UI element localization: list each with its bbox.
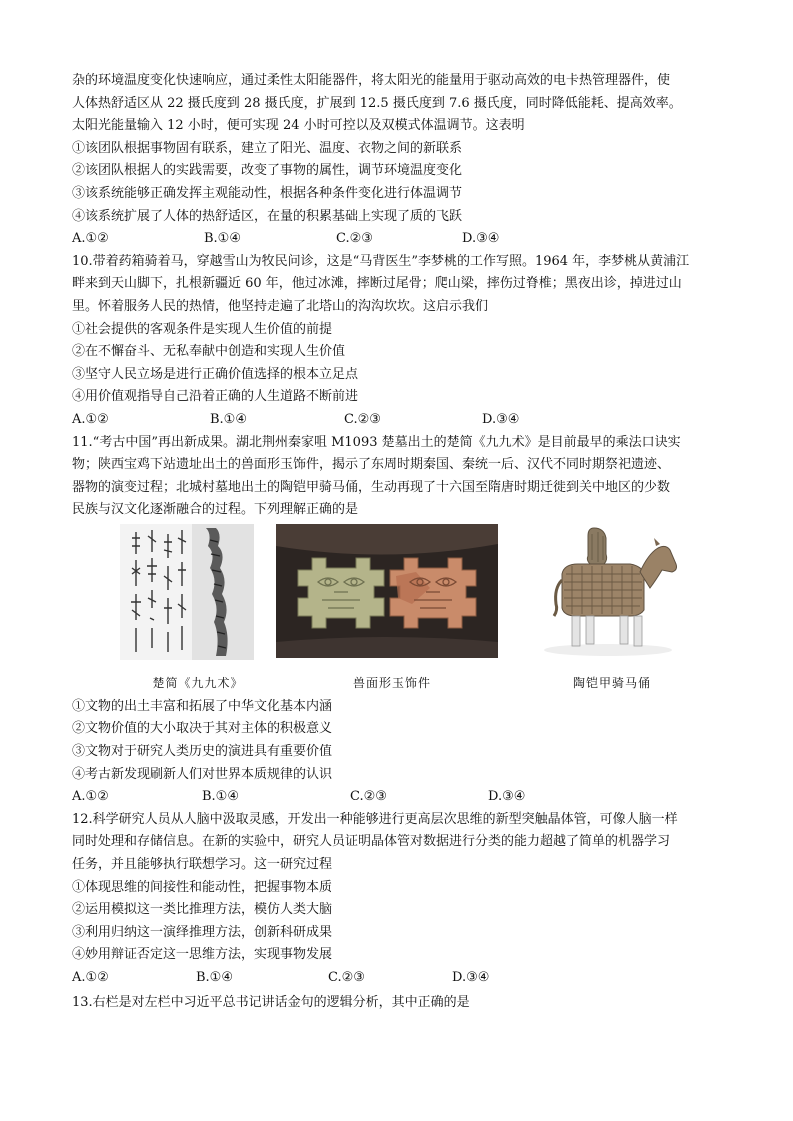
statement-item: ④该系统扩展了人体的热舒适区，在量的积累基础上实现了质的飞跃 xyxy=(72,208,463,224)
statement-item: ③文物对于研究人类历史的演进具有重要价值 xyxy=(72,744,333,760)
figure-caption: 兽面形玉饰件 xyxy=(352,675,431,690)
statement-item: ①社会提供的客观条件是实现人生价值的前提 xyxy=(72,321,333,337)
option-b: B.①④ xyxy=(202,789,239,805)
q11-stem xyxy=(72,432,724,522)
stem-line: 同时处理和存储信息。在新的实验中，研究人员证明晶体管对数据进行分类的能力超越了简单的机器学习 xyxy=(72,834,671,850)
figure-caption: 楚简《九九术》 xyxy=(152,675,244,690)
statement-item: ②文物价值的大小取决于其对主体的积极意义 xyxy=(72,721,333,737)
option-b: B.①④ xyxy=(204,231,241,247)
stem-line: 12.科学研究人员从人脑中汲取灵感，开发出一种能够进行更高层次思维的新型突触晶体管，可像人脑一样 xyxy=(72,811,678,827)
q9-options xyxy=(72,228,724,251)
jade-ornament-image xyxy=(276,524,498,658)
option-d: D.③④ xyxy=(488,789,526,805)
pottery-horse-rider-image xyxy=(520,524,700,660)
bamboo-slip-image xyxy=(120,524,254,660)
option-a: A.①② xyxy=(72,231,109,247)
option-d: D.③④ xyxy=(482,411,520,427)
statement-item: ②运用模拟这一类比推理方法，模仿人类大脑 xyxy=(72,902,333,918)
option-a: A.①② xyxy=(72,970,109,985)
stem-line: 10.带着药箱骑着马，穿越雪山为牧民问诊，这是“马背医生”李梦桃的工作写照。1964 年，李梦桃从黄浦江 xyxy=(72,253,690,269)
stem-line: 器物的演变过程；北城村墓地出土的陶铠甲骑马俑，生动再现了十六国至隋唐时期迁徙到关中地区的少数 xyxy=(72,479,671,495)
option-c: C.②③ xyxy=(336,231,373,247)
stem-line: 民族与汉文化逐渐融合的过程。下列理解正确的是 xyxy=(72,502,359,518)
stem-line: 任务，并且能够执行联想学习。这一研究过程 xyxy=(72,857,333,873)
stem-line: 畔来到天山脚下，扎根新疆近 60 年，他过冰滩，摔断过尾骨；爬山梁，摔伤过脊椎；黑夜出诊，掉进过山 xyxy=(72,276,682,292)
statement-item: ④妙用辩证否定这一思维方法，实现事物发展 xyxy=(72,947,333,963)
option-d: D.③④ xyxy=(462,231,500,247)
q10-items xyxy=(72,319,724,409)
q11-items xyxy=(72,696,724,786)
statement-item: ②在不懈奋斗、无私奉献中创造和实现人生价值 xyxy=(72,344,346,360)
statement-item: ③坚守人民立场是进行正确价值选择的根本立足点 xyxy=(72,366,359,382)
statement-item: ④考古新发现刷新人们对世界本质规律的认识 xyxy=(72,766,333,782)
stem-line: 里。怀着服务人民的热情，他坚持走遍了北塔山的沟沟坎坎。这启示我们 xyxy=(72,298,489,314)
q12-items xyxy=(72,877,724,967)
q11-options xyxy=(72,786,724,809)
stem-line: 杂的环境温度变化快速响应，通过柔性太阳能器件，将太阳光的能量用于驱动高效的电卡热管理器件，使 xyxy=(72,73,671,88)
artifact-figures xyxy=(72,524,724,696)
stem-line: 人体热舒适区从 22 摄氏度到 28 摄氏度，扩展到 12.5 摄氏度到 7.6 摄氏度，同时降低能耗、提高效率。 xyxy=(72,95,682,111)
q10-options xyxy=(72,409,724,432)
statement-item: ①文物的出土丰富和拓展了中华文化基本内涵 xyxy=(72,698,333,714)
statement-item: ①该团队根据事物固有联系，建立了阳光、温度、衣物之间的新联系 xyxy=(72,140,463,156)
q10-stem xyxy=(72,251,724,319)
stem-line: 11.“考古中国”再出新成果。湖北荆州秦家咀 M1093 楚墓出土的楚简《九九术》是目前最早的乘法口诀实 xyxy=(72,434,681,450)
option-d: D.③④ xyxy=(452,970,490,985)
option-c: C.②③ xyxy=(350,789,387,805)
q12-stem xyxy=(72,809,724,877)
option-c: C.②③ xyxy=(344,411,381,427)
option-c: C.②③ xyxy=(328,970,365,985)
q13-stem: 13.右栏是对左栏中习近平总书记讲话金句的逻辑分析，其中正确的是 xyxy=(72,994,470,1010)
statement-item: ④用价值观指导自己沿着正确的人生道路不断前进 xyxy=(72,389,359,405)
option-b: B.①④ xyxy=(210,411,247,427)
statement-item: ③该系统能够正确发挥主观能动性，根据各种条件变化进行体温调节 xyxy=(72,185,463,201)
stem-line: 太阳光能量输入 12 小时，便可实现 24 小时可控以及双模式体温调节。这表明 xyxy=(72,118,525,134)
statement-item: ②该团队根据人的实践需要，改变了事物的属性，调节环境温度变化 xyxy=(72,163,463,179)
option-b: B.①④ xyxy=(196,970,233,985)
q9-stem xyxy=(72,70,724,138)
option-a: A.①② xyxy=(72,789,109,805)
stem-line: 物；陕西宝鸡下站遗址出土的兽面形玉饰件，揭示了东周时期秦国、秦统一后、汉代不同时期祭祀遗迹、 xyxy=(72,457,671,473)
statement-item: ③利用归纳这一演绎推理方法，创新科研成果 xyxy=(72,924,333,940)
exam-page xyxy=(72,70,724,1014)
statement-item: ①体现思维的间接性和能动性，把握事物本质 xyxy=(72,879,333,895)
q12-options xyxy=(72,967,724,990)
figure-caption: 陶铠甲骑马俑 xyxy=(572,675,651,690)
option-a: A.①② xyxy=(72,411,109,427)
q9-items xyxy=(72,138,724,228)
